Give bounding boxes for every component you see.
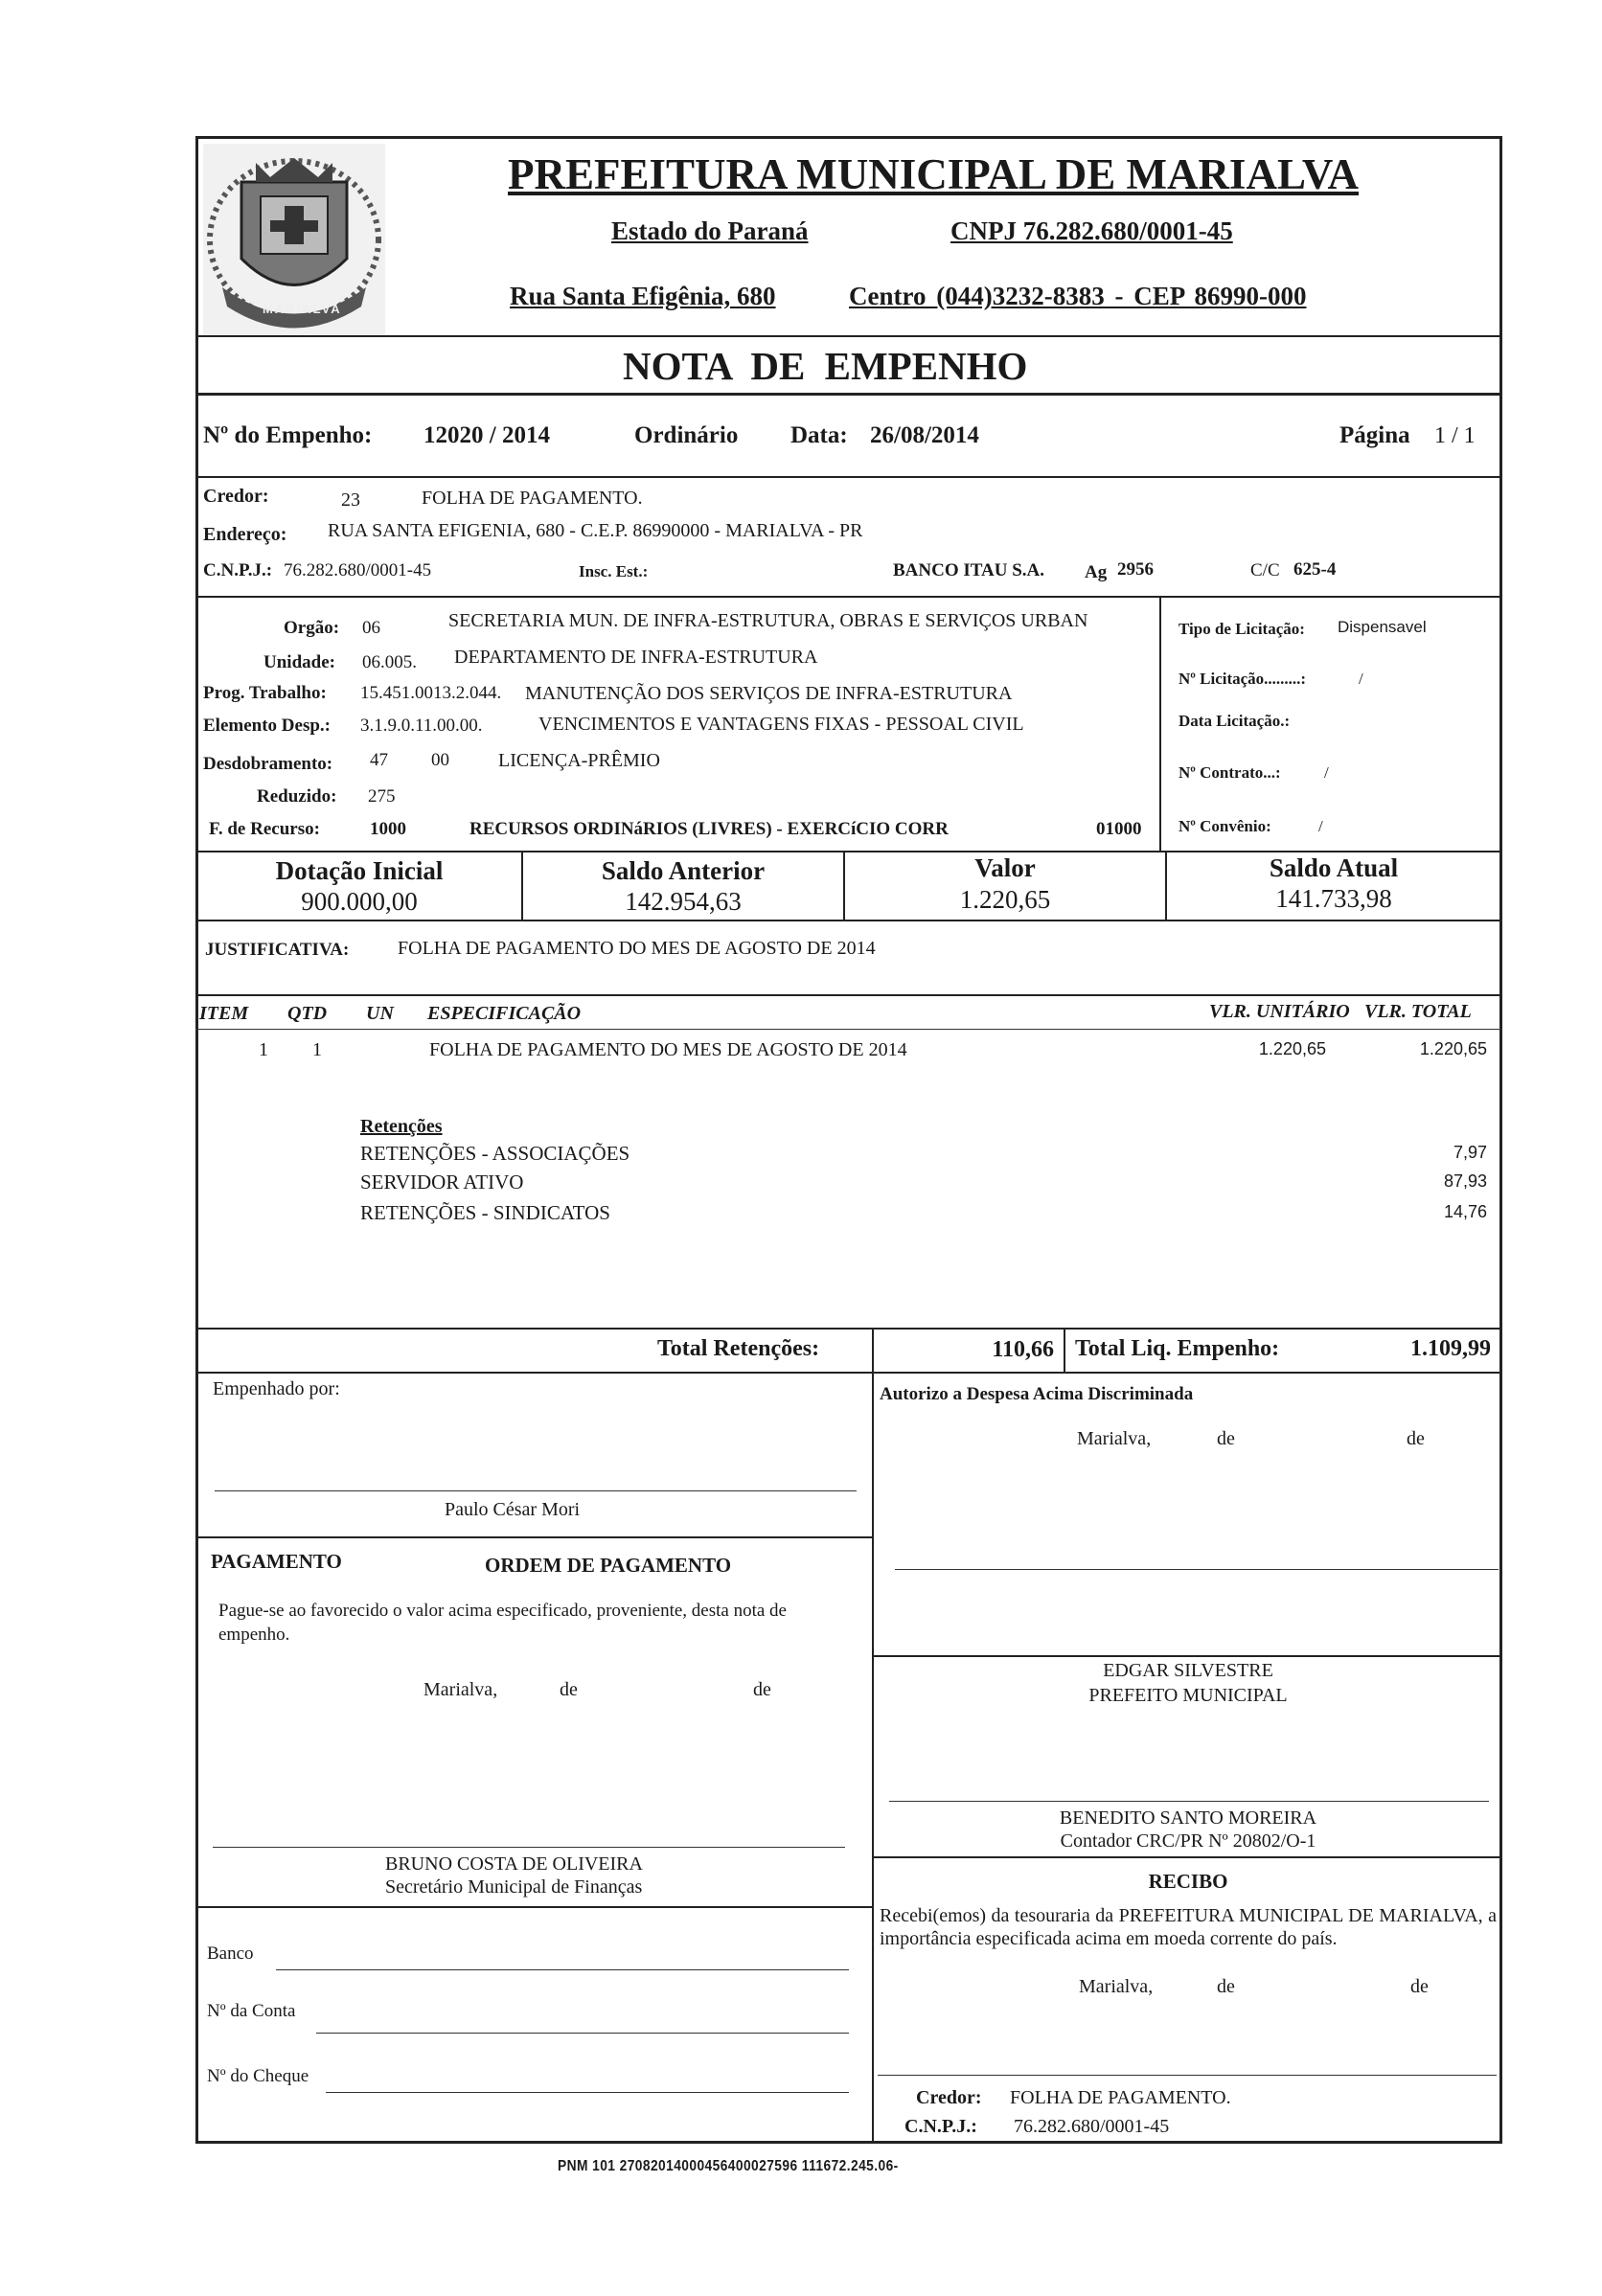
unidade-code: 06.005. (362, 652, 417, 672)
dotacao-label: Dotação Inicial (275, 856, 444, 885)
empenho-type: Ordinário (634, 422, 739, 448)
recibo-credor-label: Credor: (916, 2087, 982, 2108)
retencao-label-1: RETENÇÕES - ASSOCIAÇÕES (360, 1142, 630, 1165)
cheque-label: Nº do Cheque (207, 2066, 309, 2086)
page-label: Página (1339, 422, 1410, 448)
desdobramento-code1: 47 (370, 750, 388, 770)
right-de-1: de (1217, 1428, 1235, 1449)
agency-number: 2956 (1117, 559, 1154, 580)
item-vlr-unit: 1.220,65 (1258, 1039, 1326, 1058)
right-place: Marialva, (1077, 1428, 1152, 1449)
orgao-code: 06 (362, 618, 380, 638)
items-header-espec: ESPECIFICAÇÃO (427, 1003, 582, 1024)
numero-licitacao-value: / (1359, 670, 1363, 688)
document-title: NOTA DE EMPENHO (623, 344, 1028, 388)
empenhado-label: Empenhado por: (213, 1378, 340, 1399)
ordem-pagamento-label: ORDEM DE PAGAMENTO (485, 1554, 732, 1577)
retencao-value-3: 14,76 (1443, 1202, 1487, 1221)
account-number: 625-4 (1293, 559, 1337, 580)
retencao-label-3: RETENÇÕES - SINDICATOS (360, 1201, 610, 1224)
municipal-seal (203, 144, 385, 335)
saldo-anterior-label: Saldo Anterior (601, 856, 766, 885)
recurso-name: RECURSOS ORDINáRIOS (LIVRES) - EXERCíCIO CORR (469, 819, 949, 839)
valor-label: Valor (974, 853, 1036, 882)
bank-name: BANCO ITAU S.A. (893, 560, 1045, 580)
banco-field[interactable] (276, 1969, 849, 1970)
conta-label: Nº da Conta (207, 2001, 296, 2021)
elemento-label: Elemento Desp.: (203, 716, 331, 736)
header-title: PREFEITURA MUNICIPAL DE MARIALVA (508, 150, 1360, 198)
unidade-label: Unidade: (263, 652, 335, 672)
footer-code: PNM 101 27082014000456400027596 111672.245.06- (558, 2158, 899, 2174)
valor-value: 1.220,65 (959, 885, 1051, 914)
dotacao-value: 900.000,00 (301, 887, 418, 916)
recibo-cnpj-label: C.N.P.J.: (904, 2116, 977, 2137)
pagamento-label: PAGAMENTO (211, 1550, 342, 1573)
recurso-code2: 01000 (1096, 819, 1142, 839)
numero-licitacao-label: Nº Licitação.........: (1179, 670, 1307, 688)
retencao-value-2: 87,93 (1443, 1171, 1487, 1191)
contador-name: BENEDITO SANTO MOREIRA (1059, 1807, 1317, 1829)
recibo-text: Recebi(emos) da tesouraria da PREFEITURA MUNICIPAL DE MARIALVA, a importância especificada acima em moeda corrente do país. (880, 1905, 1497, 1950)
desdobramento-code2: 00 (431, 750, 449, 770)
credor-name: FOLHA DE PAGAMENTO. (422, 488, 643, 509)
secretario-name: BRUNO COSTA DE OLIVEIRA (385, 1853, 643, 1875)
orgao-name: SECRETARIA MUN. DE INFRA-ESTRUTURA, OBRAS E SERVIÇOS URBAN (448, 610, 1088, 631)
convenio-label: Nº Convênio: (1179, 817, 1271, 835)
empenho-number-label: Nº do Empenho: (203, 422, 373, 448)
recurso-code: 1000 (370, 819, 406, 839)
recibo-credor: FOLHA DE PAGAMENTO. (1010, 2087, 1231, 2108)
total-retencoes-label: Total Retenções: (657, 1336, 820, 1361)
autorizo-label: Autorizo a Despesa Acima Discriminada (880, 1384, 1194, 1404)
credor-code: 23 (341, 489, 360, 511)
items-header-un: UN (366, 1003, 394, 1024)
retencoes-title: Retenções (360, 1116, 443, 1137)
recurso-label: F. de Recurso: (209, 819, 320, 839)
prog-label: Prog. Trabalho: (203, 683, 327, 703)
contrato-label: Nº Contrato...: (1179, 763, 1281, 782)
orgao-label: Orgão: (284, 618, 340, 638)
cnpj-label: C.N.P.J.: (203, 560, 273, 580)
elemento-name: VENCIMENTOS E VANTAGENS FIXAS - PESSOAL CIVIL (538, 714, 1024, 735)
item-number: 1 (259, 1039, 268, 1060)
prog-code: 15.451.0013.2.044. (360, 683, 502, 703)
saldo-atual-label: Saldo Atual (1269, 853, 1399, 882)
empenhado-name: Paulo César Mori (445, 1499, 581, 1520)
header-address: Rua Santa Efigênia, 680 (510, 282, 776, 310)
empenho-number: 12020 / 2014 (423, 422, 550, 448)
empenho-date: 26/08/2014 (870, 422, 979, 448)
tipo-licitacao-label: Tipo de Licitação: (1179, 620, 1305, 638)
header-state: Estado do Paraná (611, 216, 809, 245)
contador-title: Contador CRC/PR Nº 20802/O-1 (1060, 1830, 1316, 1852)
contrato-value: / (1324, 763, 1329, 782)
desdobramento-name: LICENÇA-PRÊMIO (498, 750, 660, 771)
saldo-atual-value: 141.733,98 (1275, 884, 1392, 913)
credor-label: Credor: (203, 486, 269, 507)
prefeito-name: EDGAR SILVESTRE (1103, 1660, 1273, 1681)
recibo-title: RECIBO (1148, 1870, 1228, 1893)
banco-label: Banco (207, 1944, 254, 1964)
seal-ribbon-text: MARIALVA (263, 302, 342, 316)
prog-name: MANUTENÇÃO DOS SERVIÇOS DE INFRA-ESTRUTURA (525, 683, 1013, 704)
page-number: 1 / 1 (1434, 423, 1476, 448)
secretario-title: Secretário Municipal de Finanças (385, 1876, 643, 1898)
recibo-cnpj: 76.282.680/0001-45 (1014, 2116, 1170, 2137)
address-label: Endereço: (203, 524, 287, 545)
total-liquido-label: Total Liq. Empenho: (1075, 1336, 1280, 1361)
credor-cnpj: 76.282.680/0001-45 (284, 560, 432, 580)
item-vlr-total: 1.220,65 (1419, 1039, 1487, 1058)
cheque-field[interactable] (326, 2092, 849, 2093)
header-contact: Centro (044)3232-8383 - CEP 86990-000 (849, 282, 1307, 310)
elemento-code: 3.1.9.0.11.00.00. (360, 716, 483, 736)
saldo-anterior-value: 142.954,63 (625, 887, 742, 916)
total-retencoes-value: 110,66 (992, 1337, 1054, 1362)
data-licitacao-label: Data Licitação.: (1179, 712, 1291, 730)
conta-field[interactable] (316, 2033, 849, 2034)
unidade-name: DEPARTAMENTO DE INFRA-ESTRUTURA (454, 647, 818, 668)
justificativa-text: FOLHA DE PAGAMENTO DO MES DE AGOSTO DE 2014 (398, 938, 876, 959)
desdobramento-label: Desdobramento: (203, 754, 333, 774)
justificativa-label: JUSTIFICATIVA: (205, 940, 350, 960)
insc-label: Insc. Est.: (579, 562, 649, 580)
item-espec: FOLHA DE PAGAMENTO DO MES DE AGOSTO DE 2014 (429, 1039, 907, 1060)
items-header-vlr-unit: VLR. UNITÁRIO (1209, 1001, 1350, 1022)
empenho-date-label: Data: (790, 422, 848, 448)
account-label: C/C (1250, 560, 1280, 580)
items-header-qtd: QTD (287, 1003, 328, 1024)
header-cnpj: CNPJ 76.282.680/0001-45 (950, 216, 1233, 245)
recibo-place: Marialva, (1079, 1976, 1154, 1997)
recibo-de-2: de (1410, 1976, 1429, 1997)
tipo-licitacao-value: Dispensavel (1338, 618, 1427, 636)
prefeito-title: PREFEITO MUNICIPAL (1088, 1685, 1288, 1706)
reduzido-label: Reduzido: (257, 786, 337, 807)
left-place: Marialva, (423, 1679, 498, 1700)
item-qtd: 1 (312, 1039, 322, 1060)
items-header-vlr-total: VLR. TOTAL (1364, 1001, 1472, 1022)
left-de-2: de (753, 1679, 771, 1700)
reduzido-value: 275 (368, 786, 396, 807)
retencao-label-2: SERVIDOR ATIVO (360, 1171, 524, 1193)
agency-label: Ag (1085, 562, 1108, 582)
items-header-item: ITEM (199, 1003, 249, 1024)
convenio-value: / (1318, 817, 1323, 835)
credor-address: RUA SANTA EFIGENIA, 680 - C.E.P. 86990000 - MARIALVA - PR (328, 520, 863, 541)
left-de-1: de (560, 1679, 578, 1700)
retencao-value-1: 7,97 (1453, 1143, 1487, 1162)
recibo-de-1: de (1217, 1976, 1235, 1997)
right-de-2: de (1407, 1428, 1425, 1449)
total-liquido-value: 1.109,99 (1410, 1336, 1491, 1361)
ordem-pagamento-text: Pague-se ao favorecido o valor acima especificado, proveniente, desta nota de empenho. (218, 1601, 787, 1645)
